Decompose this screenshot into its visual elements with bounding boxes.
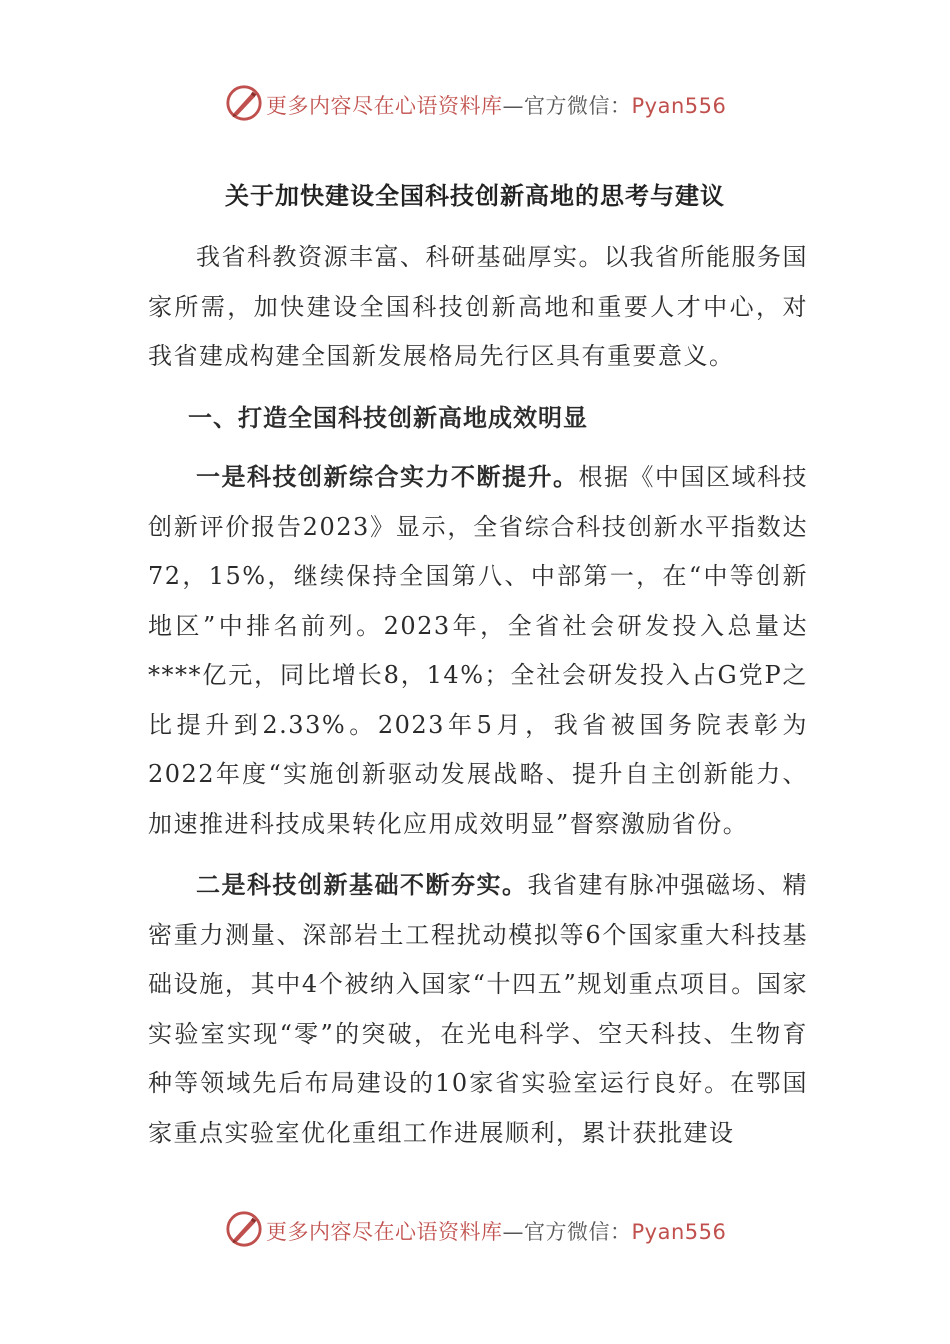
banner-wechat-id: Pyan556 bbox=[631, 94, 727, 118]
paragraph-2-lead: 二是科技创新基础不断夯实。 bbox=[196, 871, 528, 899]
paragraph-1-body: 根据《中国区域科技创新评价报告2023》显示，全省综合科技创新水平指数达72，15%，继续保持全国第八、中部第一，在“中等创新地区”中排名前列。2023年，全省社会研发投入总量达****亿元，同比增长8，14%；全社会研发投入占G党P之比提升到2.33%。2023年5月，我省被国务院表彰为2022年度“实施创新驱动发展战略、提升自主创新能力、加速推进科技成果转化应用成效明显”督察激励省份。 bbox=[148, 463, 808, 838]
pen-logo-icon bbox=[225, 1210, 263, 1248]
banner-main-text: 更多内容尽在心语资料库 bbox=[266, 94, 503, 118]
document-body bbox=[148, 233, 808, 1158]
banner-text bbox=[266, 90, 726, 120]
intro-paragraph: 我省科教资源丰富、科研基础厚实。以我省所能服务国家所需，加快建设全国科技创新高地和重要人才中心，对我省建成构建全国新发展格局先行区具有重要意义。 bbox=[148, 243, 808, 370]
banner-text bbox=[266, 1216, 726, 1246]
paragraph-1-lead: 一是科技创新综合实力不断提升。 bbox=[196, 463, 579, 491]
header-banner bbox=[0, 82, 950, 126]
document-title: 关于加快建设全国科技创新高地的思考与建议 bbox=[225, 182, 725, 210]
banner-sub-text: —官方微信： bbox=[502, 94, 632, 118]
banner-wechat-id: Pyan556 bbox=[631, 1220, 727, 1244]
section-heading: 一、打造全国科技创新高地成效明显 bbox=[188, 403, 588, 432]
paragraph-1 bbox=[148, 453, 808, 849]
footer-banner bbox=[0, 1208, 950, 1252]
banner-main-text: 更多内容尽在心语资料库 bbox=[266, 1220, 503, 1244]
banner-sub-text: —官方微信： bbox=[502, 1220, 632, 1244]
pen-logo-icon bbox=[225, 84, 263, 122]
paragraph-2-body: 我省建有脉冲强磁场、精密重力测量、深部岩土工程扰动模拟等6个国家重大科技基础设施，其中4个被纳入国家“十四五”规划重点项目。国家实验室实现“零”的突破，在光电科学、空天科技、生物育种等领域先后布局建设的10家省实验室运行良好。在鄂国家重点实验室优化重组工作进展顺利，累计获批建设 bbox=[148, 871, 808, 1147]
paragraph-2 bbox=[148, 861, 808, 1158]
